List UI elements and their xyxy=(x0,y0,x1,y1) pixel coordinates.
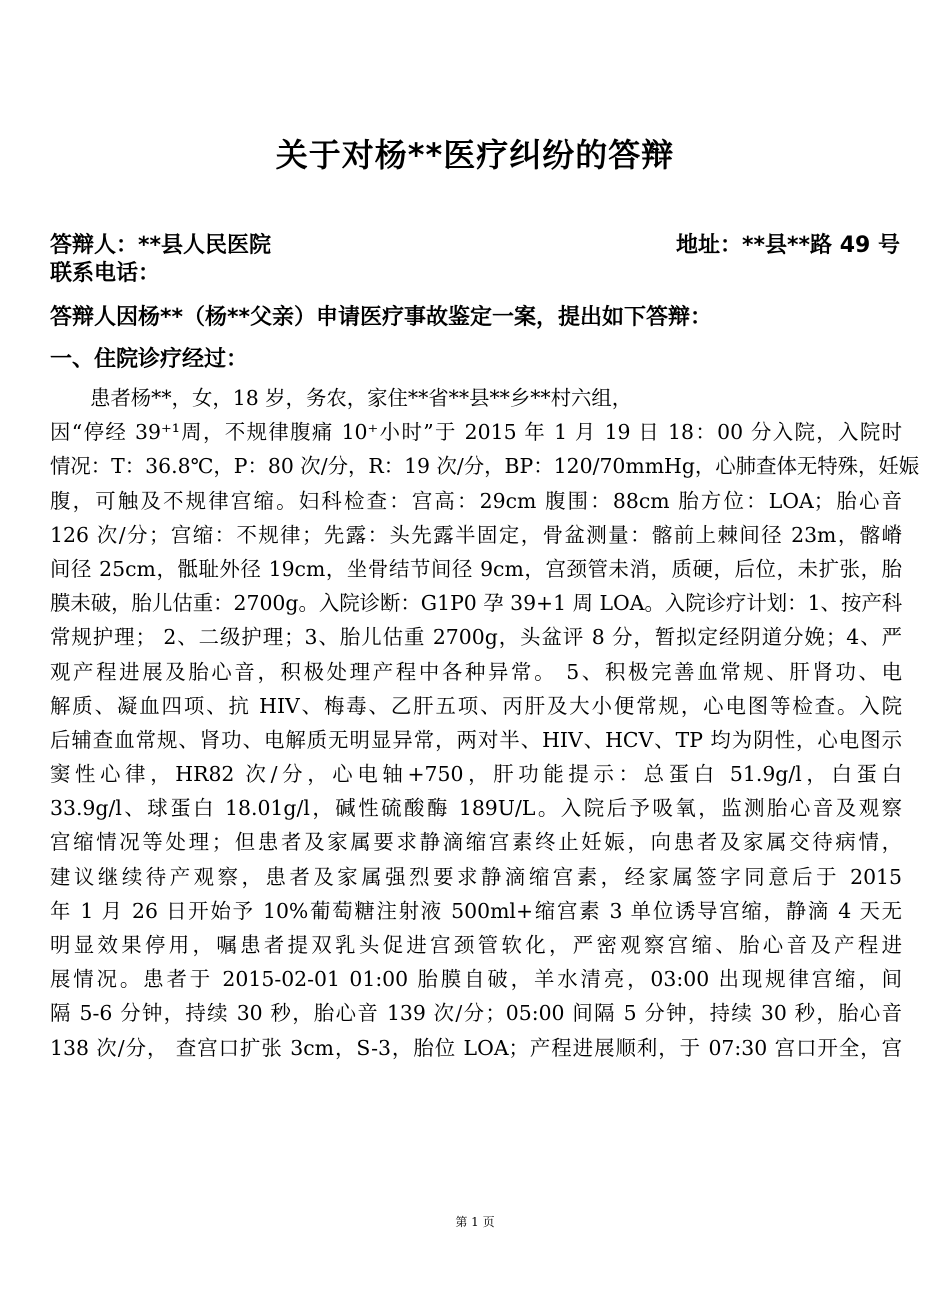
body-line: 明显效果停用，嘱患者提双乳头促进宫颈管软化，严密观察宫缩、胎心音及产程进 xyxy=(50,933,902,957)
body-line: 年 1 月 26 日开始予 10%葡萄糖注射液 500ml+缩宫素 3 单位诱导宫缩，静滴 4 天无 xyxy=(50,898,902,923)
body-paragraph xyxy=(50,381,920,1065)
body-line: 138 次/分， 查宫口扩张 3cm，S-3，胎位 LOA；产程进展顺利，于 07:30 宫口开全，宫 xyxy=(50,1035,902,1060)
body-line: 窦性心律，HR82 次/分，心电轴+750，肝功能提示：总蛋白 51.9g/l，白蛋白 xyxy=(50,762,902,787)
body-line: 患者杨**，女，18 岁，务农，家住**省**县**乡**村六组， xyxy=(90,386,633,410)
respondent-line: 答辩人：**县人民医院 xyxy=(50,233,272,258)
body-line: 间径 25cm，骶耻外径 19cm，坐骨结节间径 9cm，宫颈管未消，质硬，后位，未扩张，胎 xyxy=(50,556,902,581)
document-title: 关于对杨**医疗纠纷的答辩 xyxy=(275,136,675,174)
body-line: 展情况。患者于 2015-02-01 01:00 胎膜自破，羊水清亮，03:00 出现规律宫缩，间 xyxy=(50,967,902,992)
body-line: 126 次/分；宫缩：不规律；先露：头先露半固定，骨盆测量：髂前上棘间径 23m，髂嵴 xyxy=(50,522,902,547)
body-line: 隔 5-6 分钟，持续 30 秒，胎心音 139 次/分；05:00 间隔 5 分钟，持续 30 秒，胎心音 xyxy=(50,1001,902,1026)
page-number: 第 1 页 xyxy=(455,1215,495,1229)
body-line: 解质、凝血四项、抗 HIV、梅毒、乙肝五项、丙肝及大小便常规，心电图等检查。入院 xyxy=(50,693,902,718)
body-line: 观产程进展及胎心音，积极处理产程中各种异常。 5、积极完善血常规、肝肾功、电 xyxy=(50,659,902,684)
body-line: 膜未破，胎儿估重：2700g。入院诊断：G1P0 孕 39+1 周 LOA。入院诊疗计划：1、按产科 xyxy=(50,591,903,616)
intro-statement: 答辩人因杨**（杨**父亲）申请医疗事故鉴定一案，提出如下答辩： xyxy=(50,305,713,330)
body-line: 建议继续待产观察，患者及家属强烈要求静滴缩宫素，经家属签字同意后于 2015 xyxy=(50,864,902,889)
section-heading: 一、住院诊疗经过： xyxy=(50,347,249,372)
body-line: 常规护理； 2、二级护理；3、胎儿估重 2700g，头盆评 8 分，暂拟定经阴道分娩；4、严 xyxy=(50,625,902,650)
body-line: 后辅查血常规、肾功、电解质无明显异常，两对半、HIV、HCV、TP 均为阴性，心电图示 xyxy=(50,727,902,752)
phone-line: 联系电话： xyxy=(50,261,161,286)
address-line: 地址：**县**路 49 号 xyxy=(676,233,900,258)
body-line: 宫缩情况等处理；但患者及家属要求静滴缩宫素终止妊娠，向患者及家属交待病情， xyxy=(50,830,902,855)
body-line: 33.9g/l、球蛋白 18.01g/l，碱性硫酸酶 189U/L。入院后予吸氧，监测胎心音及观察 xyxy=(50,796,902,821)
body-line: 因“停经 39⁺¹周，不规律腹痛 10⁺小时”于 2015 年 1 月 19 日 18：00 分入院，入院时 xyxy=(50,420,902,445)
body-line: 情况：T：36.8℃，P：80 次/分，R：19 次/分，BP：120/70mmHg，心肺查体无特殊，妊娠 xyxy=(50,454,920,479)
body-line: 腹，可触及不规律宫缩。妇科检查：宫高：29cm 腹围：88cm 胎方位：LOA；胎心音 xyxy=(50,488,902,513)
